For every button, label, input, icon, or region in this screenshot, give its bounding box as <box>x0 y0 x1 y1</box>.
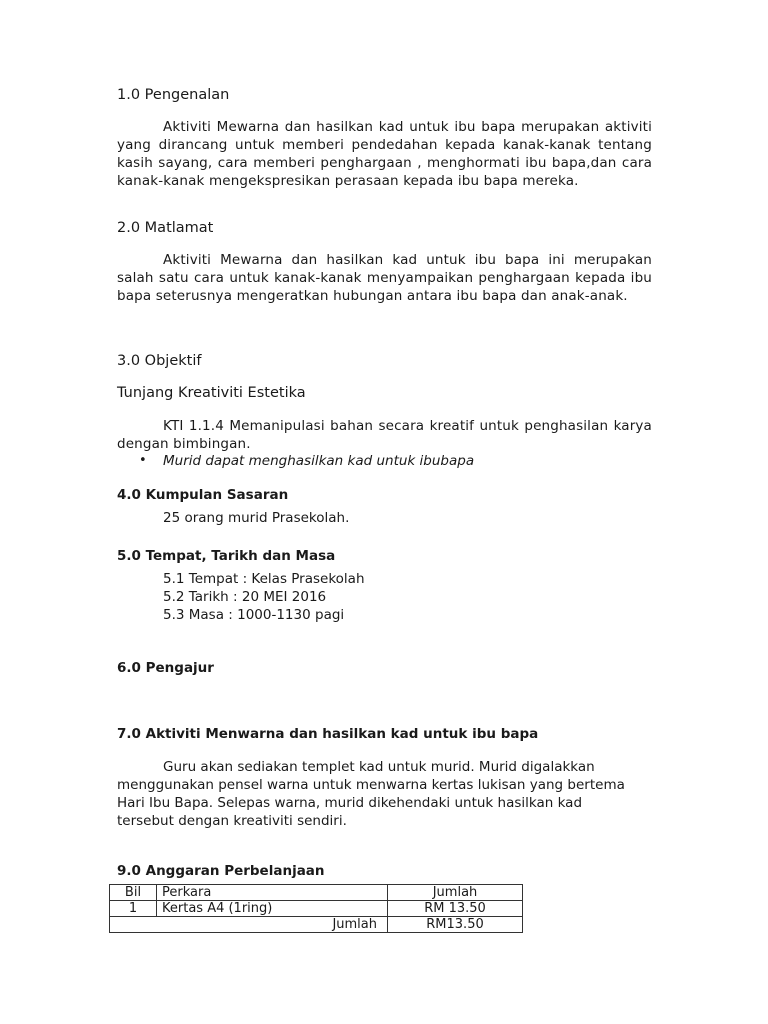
row-perkara: Kertas A4 (1ring) <box>157 901 388 917</box>
section-5-item: 5.3 Masa : 1000-1130 pagi <box>163 607 345 623</box>
section-7-line: tersebut dengan kreativiti sendiri. <box>117 813 347 829</box>
table-header-row <box>110 885 523 901</box>
budget-table <box>109 884 523 933</box>
row-bil: 1 <box>110 901 157 917</box>
table-row <box>110 901 523 917</box>
section-6-heading: 6.0 Pengajur <box>117 660 214 676</box>
section-3-subheading: Tunjang Kreativiti Estetika <box>117 385 306 401</box>
objective-bullet-text: Murid dapat menghasilkan kad untuk ibubapa <box>163 453 475 469</box>
section-2-body: Aktiviti Mewarna dan hasilkan kad untuk ibu bapa ini merupakan salah satu cara untuk kanak-kanak menyampaikan penghargaan kepada ibu bapa seterusnya mengeratkan hubungan antara ibu bapa dan anak-anak. <box>117 252 652 304</box>
section-4-heading: 4.0 Kumpulan Sasaran <box>117 487 289 503</box>
header-bil: Bil <box>110 885 157 901</box>
total-label: Jumlah <box>110 917 388 933</box>
table-total-row <box>110 917 523 933</box>
section-7-line: menggunakan pensel warna untuk menwarna kertas lukisan yang bertema <box>117 777 625 793</box>
section-5-item: 5.2 Tarikh : 20 MEI 2016 <box>163 589 327 605</box>
section-5-heading: 5.0 Tempat, Tarikh dan Masa <box>117 548 336 564</box>
section-9-heading: 9.0 Anggaran Perbelanjaan <box>117 863 325 879</box>
header-jumlah: Jumlah <box>388 885 523 901</box>
section-4-body: 25 orang murid Prasekolah. <box>163 510 350 526</box>
section-3-body: KTI 1.1.4 Memanipulasi bahan secara kreatif untuk penghasilan karya dengan bimbingan. <box>117 418 652 452</box>
section-7-heading: 7.0 Aktiviti Menwarna dan hasilkan kad untuk ibu bapa <box>117 726 539 742</box>
section-1-body: Aktiviti Mewarna dan hasilkan kad untuk ibu bapa merupakan aktiviti yang dirancang untuk memberi pendedahan kepada kanak-kanak tentang kasih sayang, cara memberi penghargaan , menghormati ibu bapa,dan cara kanak-kanak mengekspresikan perasaan kepada ibu bapa mereka. <box>117 119 652 189</box>
bullet-marker: • <box>139 453 147 468</box>
row-jumlah: RM 13.50 <box>388 901 523 917</box>
header-perkara: Perkara <box>157 885 388 901</box>
total-value: RM13.50 <box>388 917 523 933</box>
section-3-heading: 3.0 Objektif <box>117 353 202 369</box>
section-2-heading: 2.0 Matlamat <box>117 220 214 236</box>
section-1-heading: 1.0 Pengenalan <box>117 87 230 103</box>
section-7-line: Hari Ibu Bapa. Selepas warna, murid dikehendaki untuk hasilkan kad <box>117 795 583 811</box>
section-7-line: Guru akan sediakan templet kad untuk murid. Murid digalakkan <box>163 759 595 775</box>
section-5-item: 5.1 Tempat : Kelas Prasekolah <box>163 571 365 587</box>
